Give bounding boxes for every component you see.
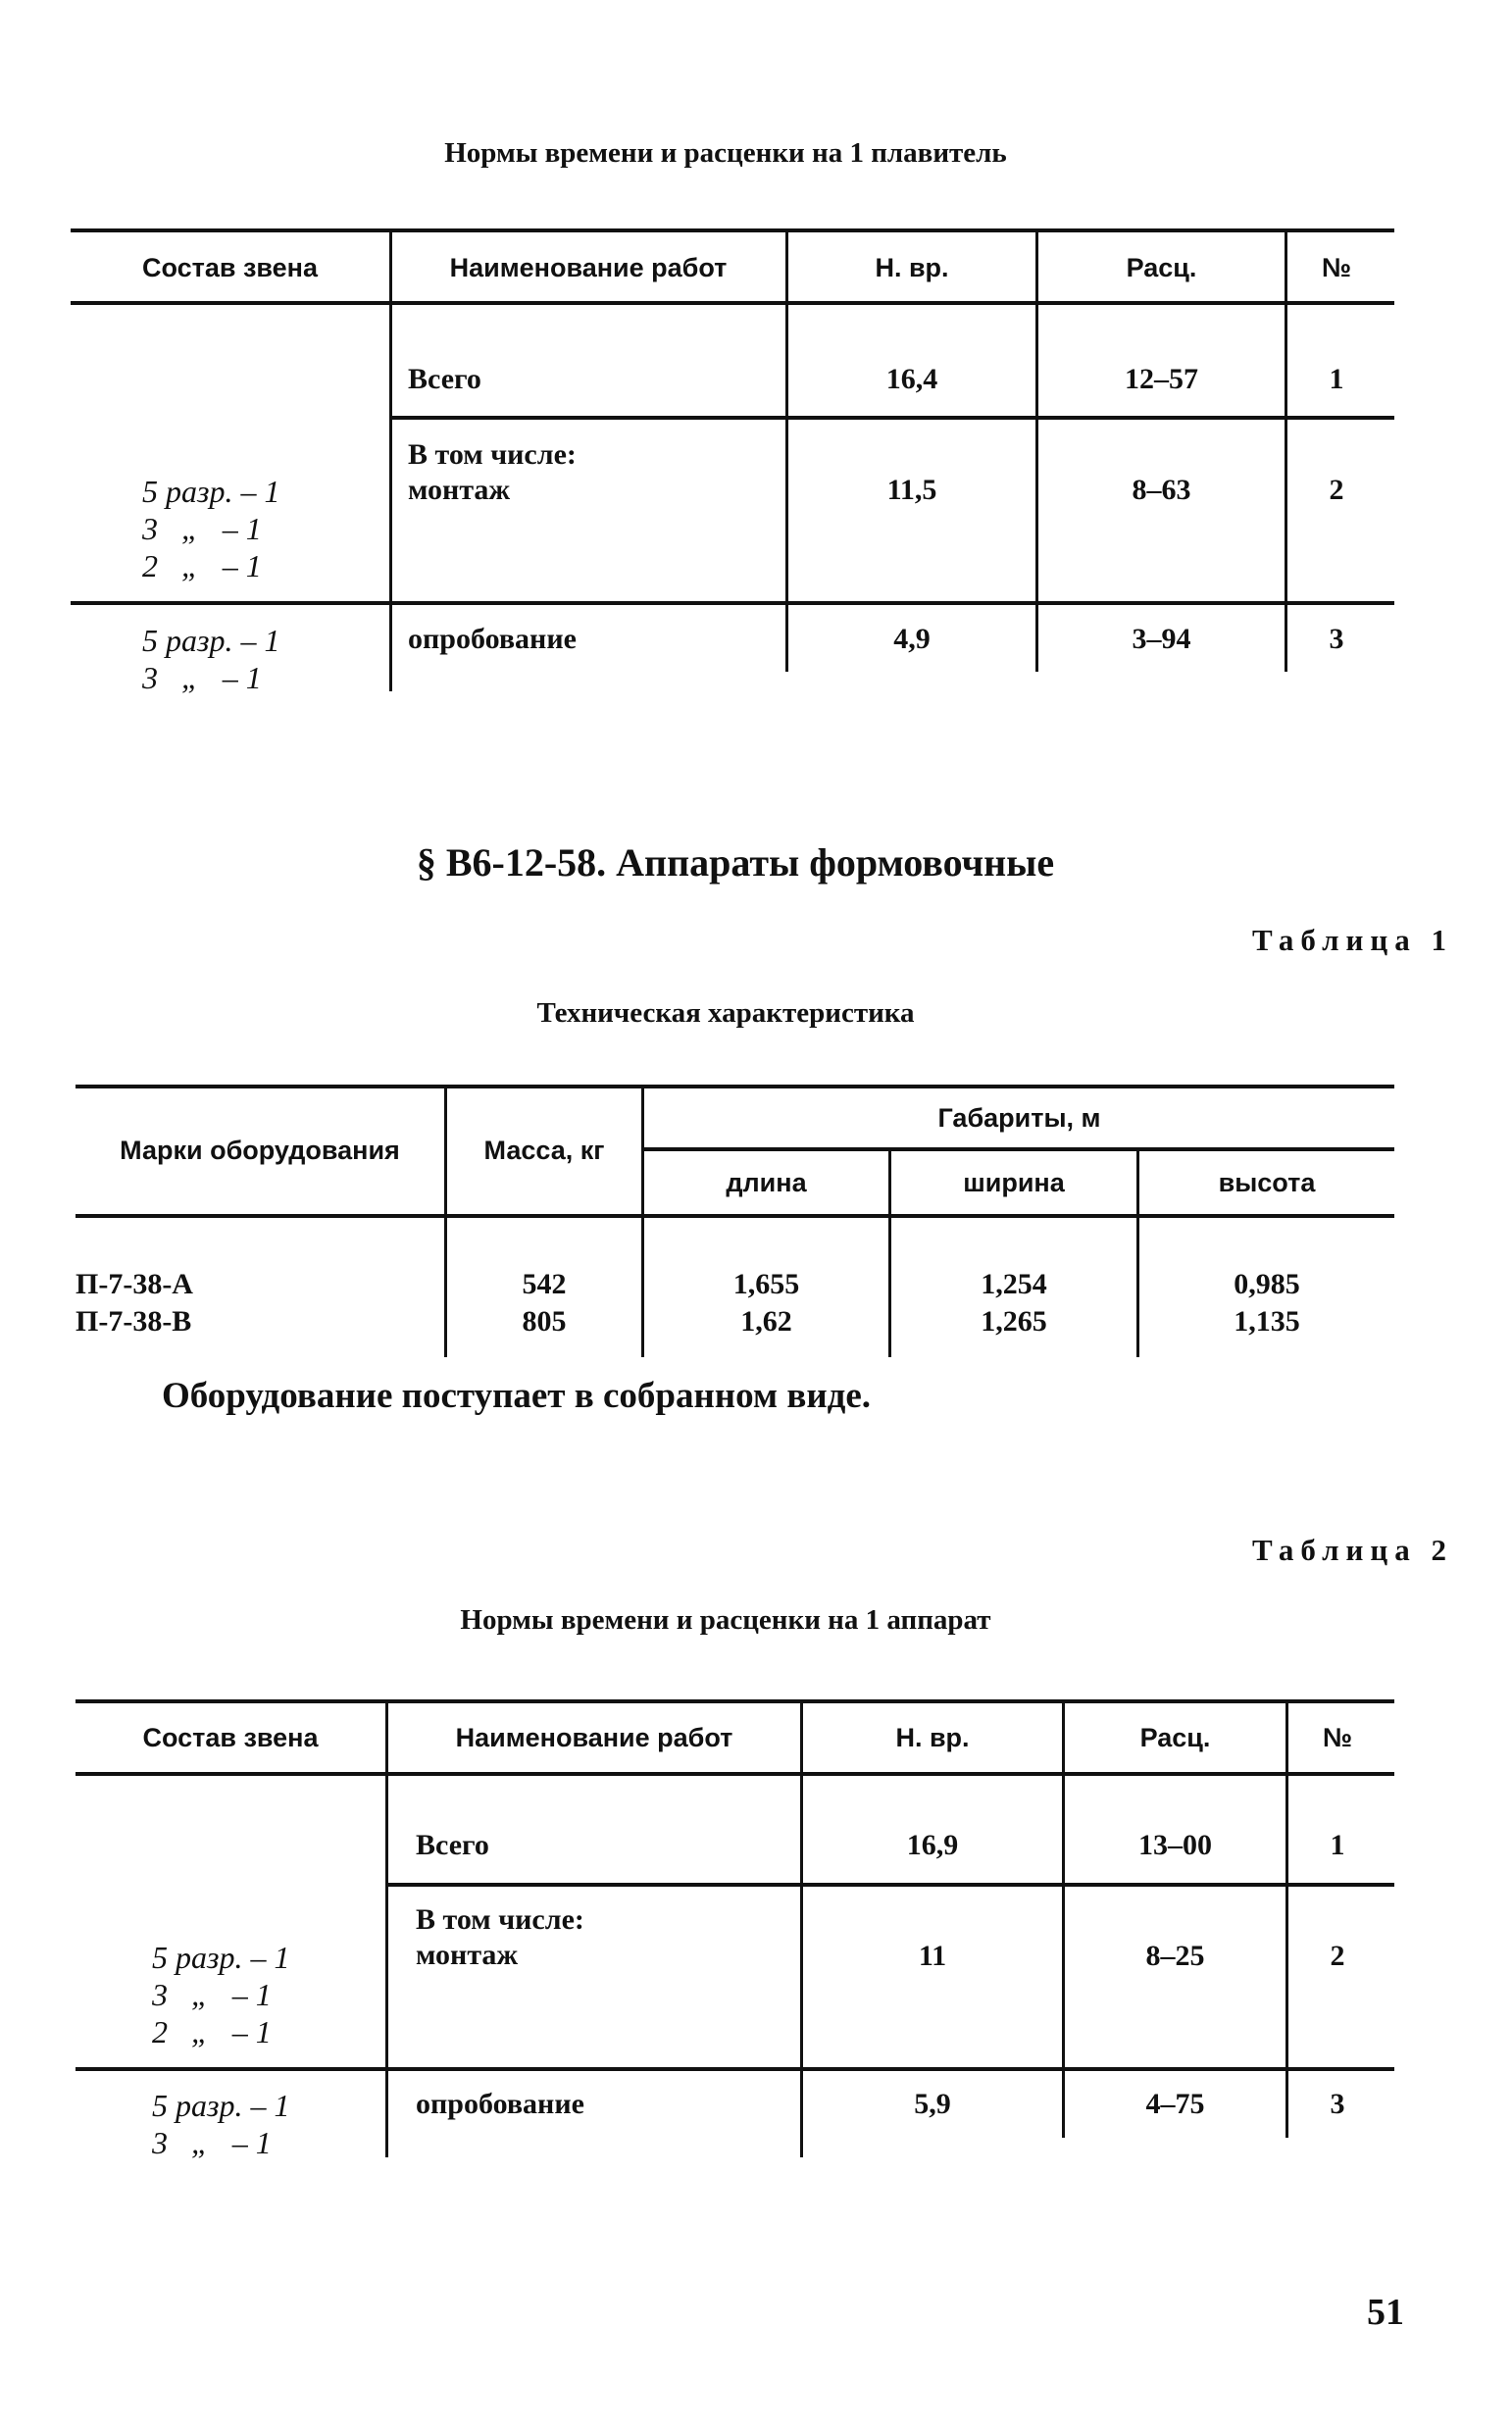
table-2-row-number: 3 (1330, 2088, 1345, 2120)
table-a-row-rule (390, 416, 1394, 420)
table-a-work-name: В том числе: монтаж (408, 438, 577, 506)
section-heading: § В6-12-58. Аппараты формовочные (416, 840, 1055, 885)
table-a-rate-value: 12–57 (1125, 363, 1198, 395)
table-2-norm-value: 11 (918, 1940, 947, 1972)
table-2-row-rule (386, 1883, 1394, 1887)
table-2-row-number: 2 (1330, 1940, 1345, 1972)
table-1-mass: 805 (522, 1305, 567, 1338)
table-2-col-line (385, 1701, 388, 2157)
table-1-width: 1,254 (981, 1268, 1047, 1300)
assembly-note: Оборудование поступает в собранном виде. (162, 1376, 872, 1416)
table-1-top-rule (76, 1085, 1394, 1088)
table-2-rate-value: 4–75 (1145, 2088, 1205, 2120)
table-1-brand: П-7-38-В (76, 1305, 192, 1338)
table-a-work-name: Всего (408, 363, 481, 395)
table-1-height: 0,985 (1234, 1268, 1300, 1300)
table-a-header-rate: Расц. (1126, 253, 1197, 282)
table-1-header-length: длина (726, 1168, 807, 1197)
table-2-work-name: опробование (416, 2088, 584, 2120)
table-a-header-norm: Н. вр. (875, 253, 949, 282)
table-2-crew-composition: 5 разр. – 1 3 „ – 1 (152, 2088, 290, 2160)
table-a-norm-value: 4,9 (893, 623, 931, 655)
table-a-row-number: 3 (1329, 623, 1344, 655)
table-a-crew-composition: 5 разр. – 1 3 „ – 1 (142, 623, 280, 695)
table-a-col-line (1285, 230, 1287, 672)
table-a-row-number: 2 (1329, 474, 1344, 506)
table-2-header-rate: Расц. (1139, 1723, 1211, 1752)
table-a-rate-value: 3–94 (1132, 623, 1191, 655)
table-1-header-rule (76, 1214, 1394, 1218)
table-1-header-brand: Марки оборудования (120, 1136, 400, 1165)
table-2-header-work: Наименование работ (455, 1723, 733, 1752)
table-a-col-line (389, 230, 392, 691)
table-a-header-crew: Состав звена (142, 253, 318, 282)
table-2-header-rule (76, 1772, 1394, 1776)
table-a-header-work: Наименование работ (449, 253, 728, 282)
table-a-title: Нормы времени и расценки на 1 плавитель (444, 137, 1007, 169)
table-2-header-no: № (1322, 1723, 1353, 1752)
table-1-header-mass: Масса, кг (483, 1136, 605, 1165)
table-2-col-line (1285, 1701, 1288, 2138)
table-a-norm-value: 11,5 (886, 474, 937, 506)
table-a-col-line (785, 230, 788, 672)
table-1-label: Таблица 1 (1252, 923, 1453, 957)
table-1-width: 1,265 (981, 1305, 1047, 1338)
table-1-header-dims: Габариты, м (937, 1103, 1101, 1133)
table-2-title: Нормы времени и расценки на 1 аппарат (460, 1604, 991, 1636)
table-2-work-name: Всего (416, 1829, 489, 1861)
table-1-header-width: ширина (963, 1168, 1065, 1197)
table-1-length: 1,62 (740, 1305, 792, 1338)
table-1-brand: П-7-38-А (76, 1268, 193, 1300)
table-2-col-line (1062, 1701, 1065, 2138)
table-a-work-name: опробование (408, 623, 577, 655)
table-a-header-no: № (1321, 253, 1352, 282)
table-2-work-name: В том числе: монтаж (416, 1903, 584, 1971)
table-2-row-number: 1 (1330, 1829, 1345, 1861)
table-a-top-rule (71, 228, 1394, 232)
table-a-row-number: 1 (1329, 363, 1344, 395)
table-2-norm-value: 16,9 (906, 1829, 959, 1861)
table-a-crew-composition: 5 разр. – 1 3 „ – 1 2 „ – 1 (142, 474, 280, 583)
table-a-rate-value: 8–63 (1132, 474, 1191, 506)
table-2-group-rule (76, 2067, 1394, 2071)
table-2-norm-value: 5,9 (914, 2088, 951, 2120)
table-2-header-crew: Состав звена (142, 1723, 319, 1752)
table-2-rate-value: 8–25 (1145, 1940, 1205, 1972)
table-2-rate-value: 13–00 (1138, 1829, 1212, 1861)
table-1-length: 1,655 (732, 1268, 800, 1300)
table-1-mass: 542 (522, 1268, 567, 1300)
table-1-height: 1,135 (1234, 1305, 1300, 1338)
page-number: 51 (1367, 2292, 1404, 2333)
table-2-crew-composition: 5 разр. – 1 3 „ – 1 2 „ – 1 (152, 1940, 290, 2049)
table-2-header-norm: Н. вр. (895, 1723, 970, 1752)
table-a-col-line (1035, 230, 1038, 672)
table-1-header-height: высота (1218, 1168, 1316, 1197)
table-1-title: Техническая характеристика (536, 997, 915, 1029)
table-a-group-rule (71, 601, 1394, 605)
table-1-dims-rule (644, 1147, 1394, 1151)
table-2-label: Таблица 2 (1252, 1533, 1453, 1567)
table-2-top-rule (76, 1699, 1394, 1703)
table-a-header-rule (71, 301, 1394, 305)
table-a-norm-value: 16,4 (885, 363, 938, 395)
